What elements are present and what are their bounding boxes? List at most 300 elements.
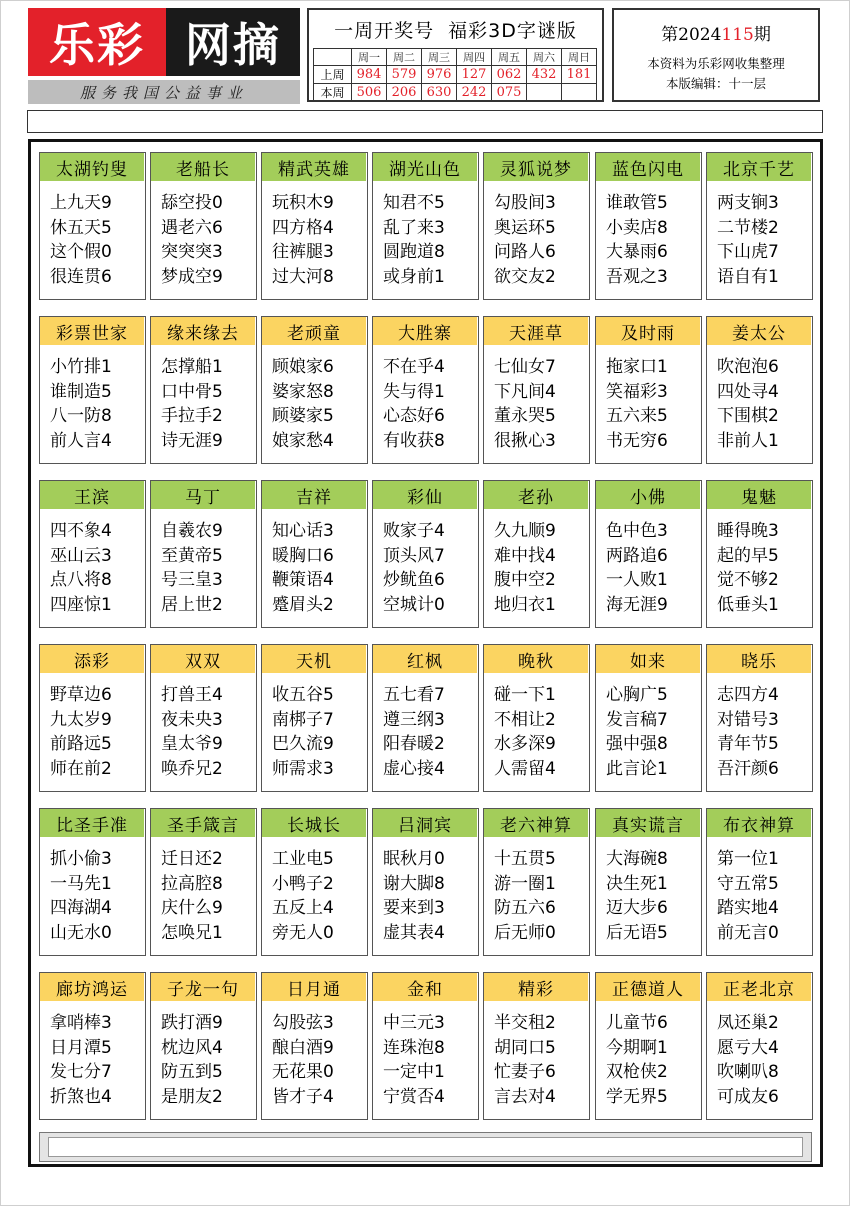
- riddle-line: 四座惊1: [50, 594, 112, 615]
- riddle-line: 半交租2: [494, 1013, 556, 1033]
- riddle-line: 欲交友2: [494, 266, 556, 287]
- riddle-line: 人需留4: [494, 758, 556, 779]
- riddle-line: 野草边6: [50, 685, 112, 705]
- issue-number: [614, 20, 818, 45]
- weekly-results-box: [307, 8, 604, 102]
- riddle-line: 游一圈1: [494, 873, 556, 894]
- draw-number: 062: [492, 66, 527, 84]
- riddle-line: 色中色3: [606, 521, 668, 541]
- riddle-line: 语自有1: [717, 266, 779, 287]
- riddle-line: 号三皇3: [161, 570, 223, 590]
- riddle-line: 眠秋月0: [383, 849, 445, 869]
- riddle-card: [483, 644, 590, 792]
- riddle-lines: [161, 191, 253, 289]
- riddle-line: 遵三纲3: [383, 709, 445, 730]
- riddle-line: 连珠泡8: [383, 1037, 445, 1058]
- riddle-card-title: 红枫: [373, 645, 477, 673]
- riddle-line: 今期啊1: [606, 1037, 668, 1058]
- riddle-line: 起的早5: [717, 545, 779, 566]
- riddle-line: 顾婆家5: [272, 406, 334, 426]
- site-logo[interactable]: [28, 8, 300, 102]
- riddle-line: 忙妻子6: [494, 1062, 556, 1082]
- riddle-line: 收五谷5: [272, 685, 334, 705]
- riddle-line: 对错号3: [717, 709, 779, 730]
- riddle-card: [150, 972, 257, 1120]
- riddle-card: [150, 152, 257, 300]
- riddle-line: 师在前2: [50, 758, 112, 779]
- riddle-lines: [161, 355, 253, 453]
- riddle-line: 跌打酒9: [161, 1013, 223, 1033]
- riddle-lines: [161, 683, 253, 781]
- riddle-line: 迈大步6: [606, 898, 668, 918]
- riddle-lines: [606, 191, 698, 289]
- riddle-card-title: 子龙一句: [151, 973, 255, 1001]
- riddle-line: 双枪侠2: [606, 1062, 668, 1082]
- riddle-line: 皇太爷9: [161, 734, 223, 754]
- riddle-line: 第一位1: [717, 849, 779, 869]
- draw-number: 206: [387, 84, 422, 102]
- riddle-line: 舔空投0: [161, 193, 223, 213]
- riddle-line: 玩积木9: [272, 193, 334, 213]
- logo-black-text: 网摘: [166, 8, 300, 76]
- riddle-lines: [606, 355, 698, 453]
- riddle-line: 一马先1: [50, 873, 112, 894]
- riddle-line: 勾股弦3: [272, 1013, 334, 1033]
- riddle-line: 拖家口1: [606, 357, 668, 377]
- riddle-line: 强中强8: [606, 734, 668, 754]
- draw-number: 506: [352, 84, 387, 102]
- riddle-card: [706, 972, 813, 1120]
- riddle-line: 二节楼2: [717, 217, 779, 238]
- riddle-card: [706, 808, 813, 956]
- riddle-line: 打兽王4: [161, 685, 223, 705]
- riddle-card: [39, 644, 146, 792]
- riddle-card: [39, 480, 146, 628]
- riddle-lines: [272, 355, 364, 453]
- riddle-line: 七仙女7: [494, 357, 556, 377]
- riddle-lines: [272, 683, 364, 781]
- riddle-card: [261, 152, 368, 300]
- riddle-card: [483, 316, 590, 464]
- riddle-line: 上九天9: [50, 193, 112, 213]
- day-header: 周四: [457, 49, 492, 66]
- riddle-line: 自羲农9: [161, 521, 223, 541]
- riddle-line: 至黄帝5: [161, 545, 223, 566]
- riddle-lines: [161, 847, 253, 945]
- riddle-lines: [494, 847, 586, 945]
- riddle-line: 突突突3: [161, 242, 223, 262]
- riddle-line: 一人败1: [606, 570, 668, 590]
- riddle-line: 炒鱿鱼6: [383, 570, 445, 590]
- riddle-line: 后无师0: [494, 922, 556, 943]
- riddle-lines: [50, 191, 142, 289]
- riddle-card: [706, 644, 813, 792]
- results-corner-cell: [314, 49, 352, 66]
- riddle-line: 旁无人0: [272, 922, 334, 943]
- riddle-lines: [161, 1011, 253, 1109]
- riddle-card-title: 老孙: [484, 481, 588, 509]
- riddle-line: 防五六6: [494, 898, 556, 918]
- riddle-line: 谁制造5: [50, 381, 112, 402]
- day-header: 周三: [422, 49, 457, 66]
- riddle-line: 五反上4: [272, 898, 334, 918]
- riddle-line: 阳春暖2: [383, 734, 445, 754]
- riddle-line: 诗无涯9: [161, 430, 223, 451]
- riddle-lines: [494, 191, 586, 289]
- riddle-line: 问路人6: [494, 242, 556, 262]
- riddle-lines: [383, 683, 475, 781]
- riddle-card-title: 精彩: [484, 973, 588, 1001]
- riddle-line: 是朋友2: [161, 1086, 223, 1107]
- riddle-line: 或身前1: [383, 266, 445, 287]
- riddle-line: 奥运环5: [494, 217, 556, 238]
- riddle-line: 酿白酒9: [272, 1037, 334, 1058]
- riddle-line: 吾汗颜6: [717, 758, 779, 779]
- riddle-line: 两路追6: [606, 545, 668, 566]
- riddle-line: 顶头风7: [383, 545, 445, 566]
- riddle-card: [39, 972, 146, 1120]
- riddle-lines: [717, 847, 809, 945]
- riddle-line: 梦成空9: [161, 266, 223, 287]
- riddle-card-title: 老六神算: [484, 809, 588, 837]
- riddle-line: 怎撑船1: [161, 357, 223, 377]
- blank-banner: [27, 110, 823, 133]
- riddle-card-title: 彩仙: [373, 481, 477, 509]
- riddle-lines: [272, 1011, 364, 1109]
- riddle-card-title: 正老北京: [707, 973, 811, 1001]
- riddle-card: [261, 644, 368, 792]
- riddle-line: 五六来5: [606, 406, 668, 426]
- riddle-lines: [383, 519, 475, 617]
- row-label: 上周: [314, 66, 352, 84]
- riddle-line: 怎唤兄1: [161, 922, 223, 943]
- riddle-lines: [717, 519, 809, 617]
- riddle-card: [261, 480, 368, 628]
- riddle-card: [706, 152, 813, 300]
- riddle-line: 无花果0: [272, 1062, 334, 1082]
- riddle-card-title: 小佛: [596, 481, 700, 509]
- riddle-line: 工业电5: [272, 849, 334, 869]
- riddle-card: [261, 808, 368, 956]
- riddle-line: 小鸭子2: [272, 873, 334, 894]
- riddle-lines: [606, 683, 698, 781]
- riddle-line: 四处寻4: [717, 381, 779, 402]
- riddle-line: 防五到5: [161, 1062, 223, 1082]
- riddle-card-title: 及时雨: [596, 317, 700, 345]
- riddle-card-title: 长城长: [262, 809, 366, 837]
- riddle-line: 不相让2: [494, 709, 556, 730]
- riddle-card: [706, 480, 813, 628]
- riddle-line: 有收获8: [383, 430, 445, 451]
- riddle-line: 夜未央3: [161, 709, 223, 730]
- riddle-card-title: 大胜寨: [373, 317, 477, 345]
- riddle-lines: [383, 355, 475, 453]
- draw-number: 181: [562, 66, 597, 84]
- riddle-card-title: 太湖钓叟: [40, 153, 144, 181]
- riddle-line: 下凡间4: [494, 381, 556, 402]
- riddle-card-title: 如来: [596, 645, 700, 673]
- editor-note: 本版编辑：十一层: [665, 76, 766, 91]
- riddle-card: [150, 316, 257, 464]
- riddle-card-title: 缘来缘去: [151, 317, 255, 345]
- riddle-line: 枕边风4: [161, 1037, 223, 1058]
- riddle-card-title: 日月通: [262, 973, 366, 1001]
- draw-number: 579: [387, 66, 422, 84]
- riddle-line: 地归衣1: [494, 594, 556, 615]
- riddle-lines: [272, 519, 364, 617]
- riddle-line: 此言论1: [606, 758, 668, 779]
- riddle-card-title: 正德道人: [596, 973, 700, 1001]
- riddle-line: 婆家怒8: [272, 381, 334, 402]
- riddle-card-title: 老顽童: [262, 317, 366, 345]
- riddle-lines: [50, 355, 142, 453]
- riddle-line: 吾观之3: [606, 266, 668, 287]
- results-title-left: 一周开奖号: [334, 19, 435, 42]
- riddle-line: 心态好6: [383, 406, 445, 426]
- riddle-card-title: 灵狐说梦: [484, 153, 588, 181]
- riddle-card-title: 湖光山色: [373, 153, 477, 181]
- riddle-card-title: 王滨: [40, 481, 144, 509]
- riddle-card: [483, 972, 590, 1120]
- riddle-line: 吹泡泡6: [717, 357, 779, 377]
- riddle-lines: [272, 191, 364, 289]
- riddle-line: 胡同口5: [494, 1037, 556, 1058]
- riddle-line: 两支锏3: [717, 193, 779, 213]
- issue-prefix: 第2024: [661, 25, 722, 45]
- riddle-line: 久九顺9: [494, 521, 556, 541]
- riddle-line: 学无界5: [606, 1086, 668, 1107]
- day-header: 周六: [527, 49, 562, 66]
- riddle-line: 守五常5: [717, 873, 779, 894]
- riddle-card-title: 晓乐: [707, 645, 811, 673]
- riddle-lines: [494, 519, 586, 617]
- day-header: 周日: [562, 49, 597, 66]
- riddle-line: 巴久流9: [272, 734, 334, 754]
- riddle-line: 很连贯6: [50, 266, 112, 287]
- riddle-card-title: 彩票世家: [40, 317, 144, 345]
- riddle-line: 低垂头1: [717, 594, 779, 615]
- riddle-card: [261, 316, 368, 464]
- riddle-line: 巫山云3: [50, 545, 112, 566]
- riddle-line: 拉高腔8: [161, 873, 223, 894]
- riddle-line: 往裤腿3: [272, 242, 334, 262]
- draw-number: 984: [352, 66, 387, 84]
- riddle-line: 宁赏否4: [383, 1086, 445, 1107]
- riddle-card: [150, 480, 257, 628]
- riddle-line: 拿哨棒3: [50, 1013, 112, 1033]
- riddle-lines: [494, 355, 586, 453]
- bottom-inner-box: [48, 1137, 803, 1157]
- riddle-line: 难中找4: [494, 545, 556, 566]
- results-table: [313, 48, 597, 102]
- riddle-line: 四海湖4: [50, 898, 112, 918]
- riddle-line: 非前人1: [717, 430, 779, 451]
- day-header: 周一: [352, 49, 387, 66]
- riddle-card: [372, 316, 479, 464]
- riddle-line: 暖胸口6: [272, 545, 334, 566]
- riddle-line: 下山虎7: [717, 242, 779, 262]
- riddle-line: 前路远5: [50, 734, 112, 754]
- riddle-card: [261, 972, 368, 1120]
- riddle-lines: [161, 519, 253, 617]
- riddle-line: 后无语5: [606, 922, 668, 943]
- slogan: 服务我国公益事业: [28, 80, 300, 104]
- riddle-lines: [606, 519, 698, 617]
- riddle-card-title: 廊坊鸿运: [40, 973, 144, 1001]
- riddle-lines: [272, 847, 364, 945]
- results-header-row: [314, 49, 597, 66]
- riddle-card: [372, 152, 479, 300]
- source-note: 本资料为乐彩网收集整理: [647, 56, 785, 71]
- riddle-line: 儿童节6: [606, 1013, 668, 1033]
- riddle-card-title: 金和: [373, 973, 477, 1001]
- riddle-line: 书无穷6: [606, 430, 668, 451]
- riddle-card: [39, 152, 146, 300]
- draw-number: [527, 84, 562, 102]
- riddle-card-title: 比圣手准: [40, 809, 144, 837]
- draw-number: [562, 84, 597, 102]
- results-row-last-week: [314, 66, 597, 84]
- riddle-line: 中三元3: [383, 1013, 445, 1033]
- riddle-card: [372, 480, 479, 628]
- riddle-line: 凤还巢2: [717, 1013, 779, 1033]
- riddle-line: 空城计0: [383, 594, 445, 615]
- riddle-line: 一定中1: [383, 1062, 445, 1082]
- riddle-line: 居上世2: [161, 594, 223, 615]
- riddle-line: 腹中空2: [494, 570, 556, 590]
- riddle-line: 休五天5: [50, 217, 112, 238]
- riddle-line: 志四方4: [717, 685, 779, 705]
- riddle-line: 大海碗8: [606, 849, 668, 869]
- riddle-card: [595, 808, 702, 956]
- riddle-line: 迁日还2: [161, 849, 223, 869]
- riddle-card: [372, 644, 479, 792]
- riddle-card-title: 马丁: [151, 481, 255, 509]
- riddle-line: 睡得晚3: [717, 521, 779, 541]
- riddle-card: [372, 972, 479, 1120]
- riddle-line: 折煞也4: [50, 1086, 112, 1107]
- draw-number: 127: [457, 66, 492, 84]
- riddle-card-title: 吉祥: [262, 481, 366, 509]
- riddle-line: 圆跑道8: [383, 242, 445, 262]
- riddle-line: 四不象4: [50, 521, 112, 541]
- riddle-card: [483, 808, 590, 956]
- riddle-line: 点八将8: [50, 570, 112, 590]
- riddle-card-title: 精武英雄: [262, 153, 366, 181]
- riddle-card-title: 真实谎言: [596, 809, 700, 837]
- riddle-line: 顾娘家6: [272, 357, 334, 377]
- issue-suffix: 期: [753, 25, 771, 45]
- draw-number: 630: [422, 84, 457, 102]
- riddle-card-title: 双双: [151, 645, 255, 673]
- riddle-line: 海无涯9: [606, 594, 668, 615]
- row-label: 本周: [314, 84, 352, 102]
- riddle-grid: [28, 139, 823, 1167]
- riddle-line: 前无言0: [717, 922, 779, 943]
- riddle-line: 南梆子7: [272, 709, 334, 730]
- draw-number: 075: [492, 84, 527, 102]
- riddle-line: 八一防8: [50, 406, 112, 426]
- riddle-line: 庆什么9: [161, 898, 223, 918]
- riddle-line: 蹙眉头2: [272, 594, 334, 615]
- riddle-line: 董永哭5: [494, 406, 556, 426]
- riddle-card-title: 天涯草: [484, 317, 588, 345]
- riddle-line: 下围棋2: [717, 406, 779, 426]
- riddle-lines: [383, 847, 475, 945]
- riddle-line: 可成友6: [717, 1086, 779, 1107]
- riddle-card-title: 蓝色闪电: [596, 153, 700, 181]
- riddle-line: 抓小偷3: [50, 849, 112, 869]
- riddle-line: 十五贯5: [494, 849, 556, 869]
- riddle-line: 发七分7: [50, 1062, 112, 1082]
- riddle-line: 皆才子4: [272, 1086, 334, 1107]
- riddle-card-title: 添彩: [40, 645, 144, 673]
- riddle-lines: [606, 1011, 698, 1109]
- riddle-line: 不在乎4: [383, 357, 445, 377]
- riddle-lines: [717, 1011, 809, 1109]
- logo-red-text: 乐彩: [28, 8, 166, 76]
- riddle-card: [595, 972, 702, 1120]
- riddle-line: 这个假0: [50, 242, 112, 262]
- riddle-card: [372, 808, 479, 956]
- riddle-line: 山无水0: [50, 922, 112, 943]
- riddle-line: 笑福彩3: [606, 381, 668, 402]
- riddle-line: 口中骨5: [161, 381, 223, 402]
- riddle-line: 谢大脚8: [383, 873, 445, 894]
- riddle-line: 知君不5: [383, 193, 445, 213]
- riddle-card: [595, 644, 702, 792]
- riddle-line: 乱了来3: [383, 217, 445, 238]
- riddle-lines: [383, 1011, 475, 1109]
- riddle-line: 勾股间3: [494, 193, 556, 213]
- riddle-line: 觉不够2: [717, 570, 779, 590]
- riddle-card: [483, 152, 590, 300]
- riddle-lines: [494, 683, 586, 781]
- results-title-right: 福彩3D字谜版: [448, 19, 577, 42]
- riddle-card: [595, 316, 702, 464]
- riddle-line: 言去对4: [494, 1086, 556, 1107]
- riddle-line: 师需求3: [272, 758, 334, 779]
- draw-number: 976: [422, 66, 457, 84]
- draw-number: 242: [457, 84, 492, 102]
- results-row-this-week: [314, 84, 597, 102]
- riddle-lines: [50, 1011, 142, 1109]
- day-header: 周二: [387, 49, 422, 66]
- bottom-bar: [39, 1132, 812, 1162]
- riddle-card: [39, 808, 146, 956]
- riddle-line: 踏实地4: [717, 898, 779, 918]
- riddle-line: 要来到3: [383, 898, 445, 918]
- riddle-line: 四方格4: [272, 217, 334, 238]
- riddle-lines: [50, 519, 142, 617]
- issue-num-highlight: 115: [721, 25, 754, 45]
- riddle-line: 水多深9: [494, 734, 556, 754]
- riddle-line: 大暴雨6: [606, 242, 668, 262]
- riddle-card-title: 老船长: [151, 153, 255, 181]
- riddle-line: 五七看7: [383, 685, 445, 705]
- riddle-card-title: 布衣神算: [707, 809, 811, 837]
- riddle-line: 九太岁9: [50, 709, 112, 730]
- riddle-line: 唤乔兄2: [161, 758, 223, 779]
- riddle-card: [595, 152, 702, 300]
- riddle-lines: [50, 683, 142, 781]
- riddle-card-title: 圣手箴言: [151, 809, 255, 837]
- riddle-card: [39, 316, 146, 464]
- riddle-line: 吹喇叭8: [717, 1062, 779, 1082]
- riddle-line: 失与得1: [383, 381, 445, 402]
- riddle-card-title: 晚秋: [484, 645, 588, 673]
- riddle-card-title: 鬼魅: [707, 481, 811, 509]
